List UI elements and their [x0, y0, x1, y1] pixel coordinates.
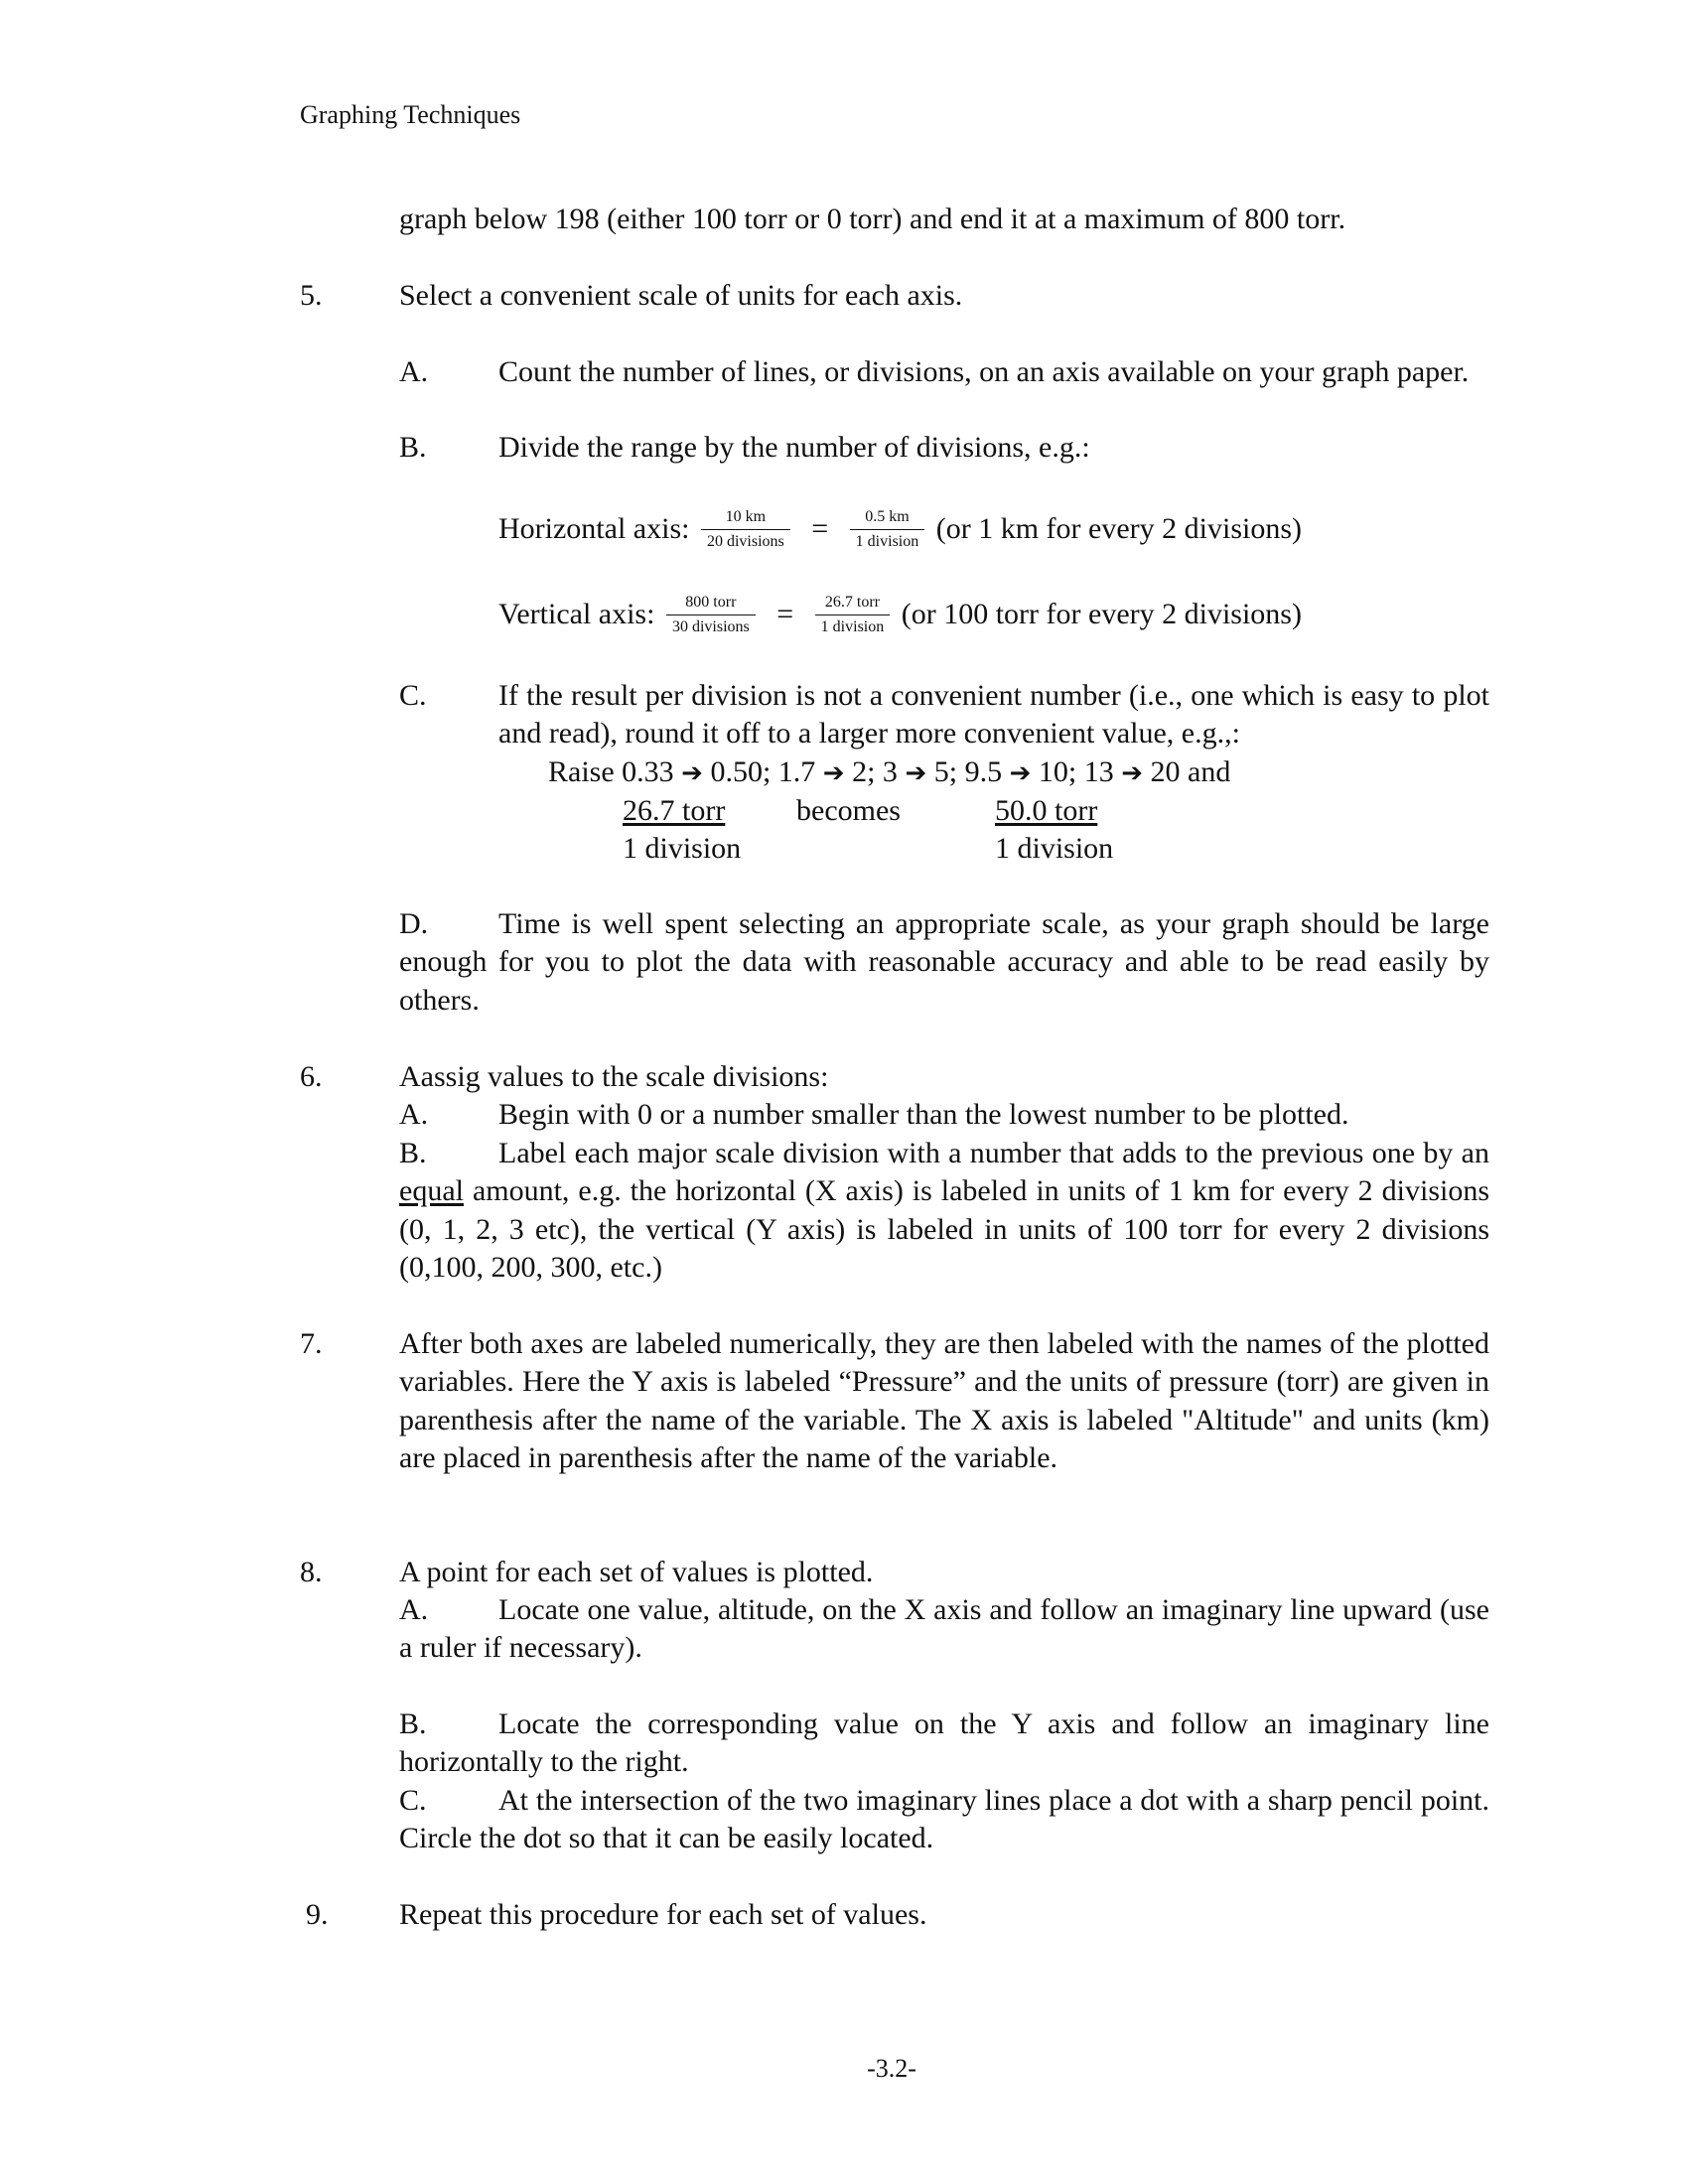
step8a-label: A. — [399, 1593, 429, 1626]
horizontal-fraction-1 — [701, 508, 790, 551]
raise-value: 10; 13 — [1038, 755, 1114, 788]
right-arrow-icon: ➔ — [681, 758, 703, 788]
step8b-label: B. — [399, 1707, 427, 1740]
step6b-text — [399, 1135, 1489, 1287]
raise-value: 5; 9.5 — [933, 755, 1003, 788]
step5c-text: If the result per division is not a convenient number (i.e., one which is easy to plot and read), round it off to a larger more convenient value, e.g.,: — [498, 679, 1489, 751]
raise-value: 2; 3 — [852, 755, 898, 788]
horizontal-fraction-2 — [850, 508, 925, 551]
running-header: Graphing Techniques — [300, 100, 521, 129]
step5c-label: C. — [399, 679, 427, 712]
step6b-text-after: amount, e.g. the horizontal (X axis) is labeled in units of 1 km for every 2 divisions (0, 1, 2, 3 etc), the vertical (Y axis) is labeled in units of 100 torr for every 2 divisions (0,100, 200, 300, etc.) — [399, 1174, 1489, 1284]
fraction-denominator: 20 divisions — [706, 532, 784, 550]
vertical-axis-note: (or 100 torr for every 2 divisions) — [901, 598, 1302, 631]
horizontal-axis-note: (or 1 km for every 2 divisions) — [935, 512, 1302, 546]
step8-text: A point for each set of values is plotted. — [399, 1556, 874, 1588]
step5a-text: Count the number of lines, or divisions, on an axis available on your graph paper. — [498, 355, 1470, 388]
step9-text: Repeat this procedure for each set of values. — [399, 1898, 927, 1931]
vertical-fraction-1 — [666, 594, 756, 636]
step9-number: 9. — [306, 1898, 329, 1931]
step7-text: After both axes are labeled numerically, they are then labeled with the names of the plotted variables. Here the Y axis is labeled “Pressure” and the units of pressure (torr) are given in parenthesis after the name of the variable. The X axis is labeled "Altitude" and units (km) are placed in parenthesis after the name of the variable. — [399, 1327, 1489, 1474]
step5d-label: D. — [399, 907, 429, 940]
step5-number: 5. — [300, 279, 323, 312]
equals-sign: = — [776, 598, 794, 631]
right-arrow-icon: ➔ — [822, 758, 845, 788]
step5-text: Select a convenient scale of units for each axis. — [399, 279, 963, 312]
right-arrow-icon: ➔ — [905, 758, 927, 788]
fraction-denominator: 1 division — [820, 617, 885, 635]
from-denominator: 1 division — [623, 832, 742, 865]
step6a-text: Begin with 0 or a number smaller than the lowest number to be plotted. — [498, 1098, 1349, 1131]
step8a-text: Locate one value, altitude, on the X axis and follow an imaginary line upward (use a ruler if necessary). — [399, 1593, 1489, 1665]
vertical-axis-equation — [498, 588, 1302, 639]
right-arrow-icon: ➔ — [1009, 758, 1032, 788]
page-number: -3.2- — [867, 2054, 916, 2083]
step5a-label: A. — [399, 355, 429, 388]
step5d-text: Time is well spent selecting an appropriate scale, as your graph should be large enough for you to plot the data with reasonable accuracy and able to be read easily by others. — [399, 907, 1489, 1017]
raise-value: 0.50; 1.7 — [710, 755, 816, 788]
step8c-text: At the intersection of the two imaginary lines place a dot with a sharp pencil point. Circle the dot so that it can be easily located. — [399, 1784, 1489, 1855]
step6a-label: A. — [399, 1098, 429, 1131]
raise-prefix: Raise 0.33 — [548, 755, 674, 788]
raise-value: 20 and — [1150, 755, 1231, 788]
step8-number: 8. — [300, 1556, 323, 1588]
step7-number: 7. — [300, 1327, 323, 1360]
equals-sign: = — [811, 512, 829, 546]
intro-line: graph below 198 (either 100 torr or 0 torr) and end it at a maximum of 800 torr. — [399, 203, 1346, 235]
step8c-label: C. — [399, 1784, 427, 1817]
step6b-text-before: Label each major scale division with a number that adds to the previous one by an — [498, 1137, 1489, 1169]
step6b-underlined-word: equal — [399, 1174, 464, 1208]
step8b-text: Locate the corresponding value on the Y axis and follow an imaginary line horizontally to the right. — [399, 1707, 1489, 1779]
horizontal-axis-equation — [498, 502, 1302, 554]
fraction-denominator: 1 division — [855, 532, 919, 550]
vertical-fraction-2 — [815, 594, 891, 636]
step6-number: 6. — [300, 1060, 323, 1093]
step6-text: Aassig values to the scale divisions: — [399, 1060, 829, 1093]
step5b-text: Divide the range by the number of divisions, e.g.: — [498, 431, 1090, 464]
fraction-numerator: 800 torr — [666, 594, 756, 615]
step5b-label: B. — [399, 431, 427, 464]
fraction-numerator: 10 km — [701, 508, 790, 530]
to-numerator: 50.0 torr — [995, 794, 1098, 827]
vertical-axis-label: Vertical axis: — [498, 598, 655, 631]
fraction-numerator: 26.7 torr — [815, 594, 891, 615]
fraction-denominator: 30 divisions — [671, 617, 750, 635]
raise-examples — [548, 753, 1230, 792]
to-denominator: 1 division — [995, 832, 1114, 865]
fraction-numerator: 0.5 km — [850, 508, 925, 530]
becomes-word: becomes — [796, 794, 901, 827]
from-numerator: 26.7 torr — [623, 794, 726, 827]
right-arrow-icon: ➔ — [1121, 758, 1144, 788]
horizontal-axis-label: Horizontal axis: — [498, 512, 690, 546]
step6b-label: B. — [399, 1137, 427, 1169]
